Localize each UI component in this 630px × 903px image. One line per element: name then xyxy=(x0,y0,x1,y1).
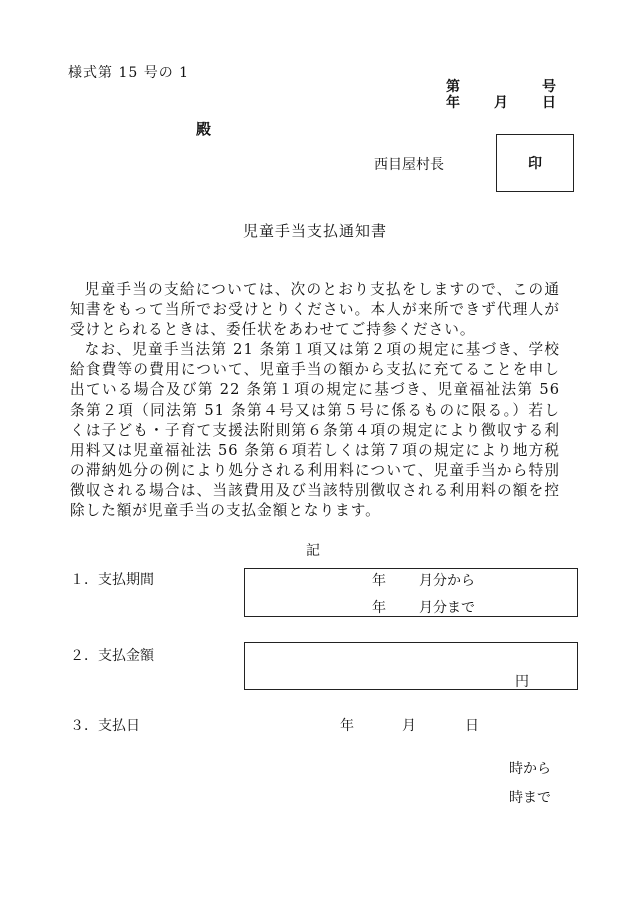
time-to: 時まで xyxy=(509,790,551,806)
body-text xyxy=(70,280,560,521)
period-label: １．支払期間 xyxy=(70,572,154,588)
form-number: 様式第 15 号の 1 xyxy=(68,65,190,81)
doc-date-day: 日 xyxy=(542,95,556,111)
doc-date-month: 月 xyxy=(494,95,508,111)
time-from: 時から xyxy=(509,761,551,777)
date-month: 月 xyxy=(402,718,416,734)
issuer-name: 西目屋村長 xyxy=(374,157,444,173)
doc-no-prefix: 第 xyxy=(446,79,460,95)
body-paragraph-2: なお、児童手当法第 21 条第１項又は第２項の規定に基づき、学校給食費等の費用について、児童手当の額から支払に充てることを申し出ている場合及び第 22 条第１項の規定に基づき、児童福祉法第 56 条第２項（同法第 51 条第４号又は第５号に係るものに限る。）若しくは子ども・子育て支援法附則第６条第４項の規定により徴収する利用料又は児童福祉法 56 条第６項若しくは第７項の規定により地方税の滞納処分の例により処分される利用料について、児童手当から特別徴収される場合は、当該費用及び当該特別徴収される利用料の額を控除した額が児童手当の支払金額となります。 xyxy=(70,341,560,520)
date-year: 年 xyxy=(340,718,354,734)
period-to-month: 月分まで xyxy=(419,600,475,616)
date-day: 日 xyxy=(465,718,479,734)
ki-heading: 記 xyxy=(306,543,320,559)
doc-date-year: 年 xyxy=(446,95,460,111)
period-to-year: 年 xyxy=(372,600,386,616)
seal-label: 印 xyxy=(528,156,542,172)
period-box xyxy=(244,568,578,617)
seal-box xyxy=(496,134,574,192)
document-date xyxy=(446,92,556,110)
body-paragraph-1: 児童手当の支給については、次のとおり支払をしますので、この通知書をもって当所でお受けとりください。本人が来所できず代理人が受けとられるときは、委任状をあわせてご持参ください。 xyxy=(70,281,560,339)
period-from-month: 月分から xyxy=(419,573,475,589)
amount-unit: 円 xyxy=(515,674,529,690)
addressee: 殿 xyxy=(196,120,212,138)
doc-no-suffix: 号 xyxy=(542,79,556,95)
document-title: 児童手当支払通知書 xyxy=(242,222,387,240)
date-label: ３．支払日 xyxy=(70,718,140,734)
period-from-year: 年 xyxy=(372,573,386,589)
amount-label: ２．支払金額 xyxy=(70,648,154,664)
